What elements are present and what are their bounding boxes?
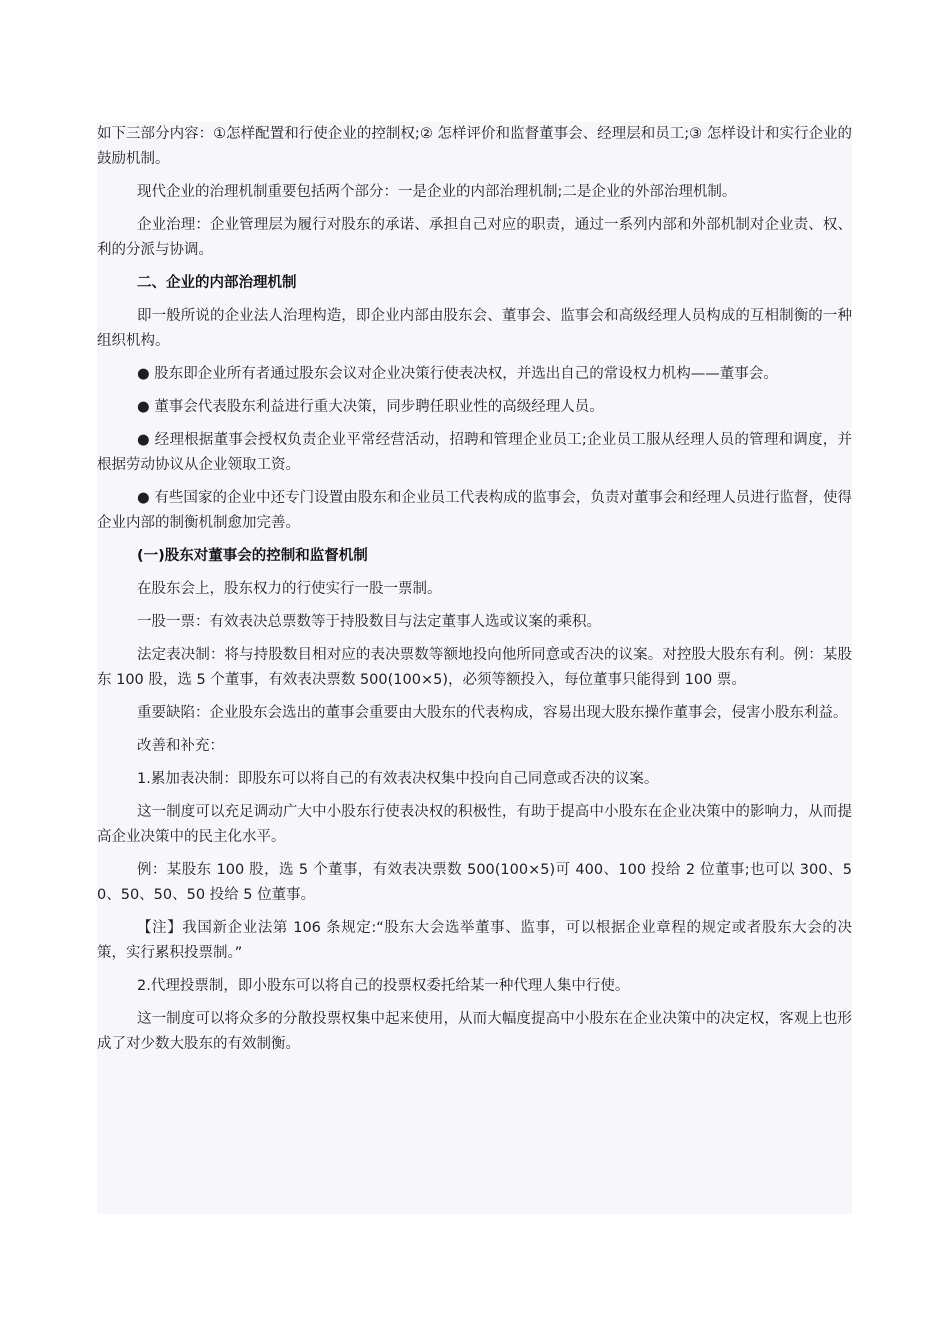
- paragraph-20: 2.代理投票制，即小股东可以将自己的投票权委托给某一种代理人集中行使。: [137, 978, 630, 994]
- paragraph-16: 1.累加表决制：即股东可以将自己的有效表决权集中投向自己同意或否决的议案。: [137, 771, 659, 787]
- bullet-item-3: ● 经理根据董事会授权负责企业平常经营活动，招聘和管理企业员工;企业员工服从经理人员的管理和调度，并根据劳动协议从企业领取工资。: [97, 432, 852, 473]
- section-heading: 二、企业的内部治理机制: [137, 275, 297, 291]
- bullet-item-1: ● 股东即企业所有者通过股东会议对企业决策行使表决权，并选出自己的常设权力机构——董事会。: [137, 366, 778, 382]
- paragraph-5: 即一般所说的企业法人治理构造，即企业内部由股东会、董事会、监事会和高级经理人员构成的互相制衡的一种组织机构。: [97, 308, 852, 349]
- subsection-heading: (一)股东对董事会的控制和监督机制: [137, 548, 368, 564]
- document-body: [97, 122, 852, 1214]
- paragraph-13: 法定表决制：将与持股数目相对应的表决票数等额地投向他所同意或否决的议案。对控股大股东有利。例：某股东 100 股，选 5 个董事，有效表决票数 500(100×5)，必须等额投入，每位董事只能得到 100 票。: [97, 647, 852, 688]
- paragraph-11: 在股东会上，股东权力的行使实行一股一票制。: [137, 581, 442, 597]
- paragraph-17: 这一制度可以充足调动广大中小股东行使表决权的积极性，有助于提高中小股东在企业决策中的影响力，从而提高企业决策中的民主化水平。: [97, 804, 852, 845]
- paragraph-3: 企业治理：企业管理层为履行对股东的承诺、承担自己对应的职责，通过一系列内部和外部机制对企业责、权、利的分派与协调。: [97, 217, 852, 258]
- paragraph-15: 改善和补充：: [137, 738, 224, 754]
- paragraph-2: 现代企业的治理机制重要包括两个部分：一是企业的内部治理机制;二是企业的外部治理机制。: [137, 184, 737, 200]
- bullet-item-4: ● 有些国家的企业中还专门设置由股东和企业员工代表构成的监事会，负责对董事会和经理人员进行监督，使得企业内部的制衡机制愈加完善。: [97, 490, 852, 531]
- paragraph-1: 如下三部分内容：①怎样配置和行使企业的控制权;② 怎样评价和监督董事会、经理层和员工;③ 怎样设计和实行企业的鼓励机制。: [97, 126, 852, 167]
- paragraph-12: 一股一票：有效表决总票数等于持股数目与法定董事人选或议案的乘积。: [137, 614, 601, 630]
- note-paragraph: 【注】我国新企业法第 106 条规定:“股东大会选举董事、监事，可以根据企业章程的规定或者股东大会的决策，实行累积投票制。”: [97, 920, 852, 961]
- bullet-item-2: ● 董事会代表股东利益进行重大决策，同步聘任职业性的高级经理人员。: [137, 399, 604, 415]
- paragraph-14: 重要缺陷：企业股东会选出的董事会重要由大股东的代表构成，容易出现大股东操作董事会，侵害小股东利益。: [137, 705, 848, 721]
- paragraph-21: 这一制度可以将众多的分散投票权集中起来使用，从而大幅度提高中小股东在企业决策中的决定权，客观上也形成了对少数大股东的有效制衡。: [97, 1011, 852, 1052]
- paragraph-18: 例：某股东 100 股，选 5 个董事，有效表决票数 500(100×5)可 400、100 投给 2 位董事;也可以 300、50、50、50、50 投给 5 位董事。: [97, 862, 852, 903]
